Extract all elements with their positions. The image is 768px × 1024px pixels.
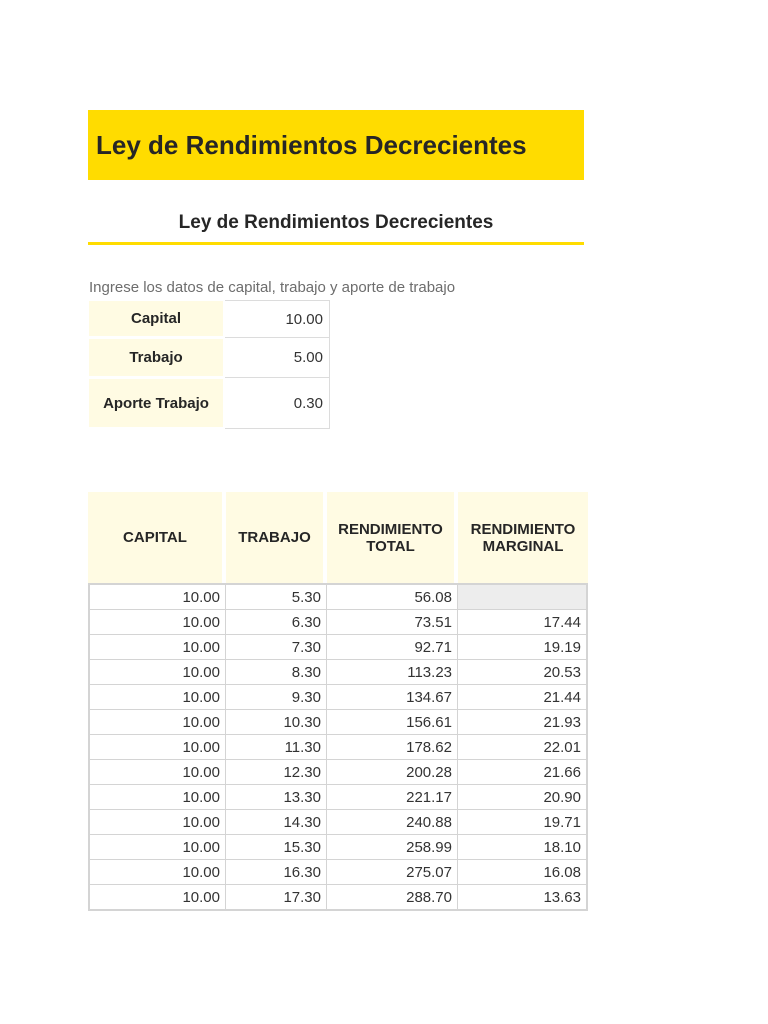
- cell-rendimiento-total[interactable]: 200.28: [327, 760, 458, 785]
- input-parameters-table: [89, 300, 330, 430]
- title-banner: [88, 110, 584, 180]
- cell-rendimiento-marginal[interactable]: 21.44: [458, 685, 588, 710]
- cell-capital[interactable]: 10.00: [88, 810, 226, 835]
- cell-capital[interactable]: 10.00: [88, 735, 226, 760]
- results-table: [88, 492, 588, 911]
- cell-rendimiento-marginal[interactable]: 20.53: [458, 660, 588, 685]
- cell-rendimiento-marginal[interactable]: 18.10: [458, 835, 588, 860]
- cell-rendimiento-marginal[interactable]: 16.08: [458, 860, 588, 885]
- cell-trabajo[interactable]: 9.30: [226, 685, 327, 710]
- cell-trabajo[interactable]: 5.30: [226, 583, 327, 610]
- cell-capital[interactable]: 10.00: [88, 785, 226, 810]
- header-rendimiento-marginal-line2: MARGINAL: [482, 537, 564, 555]
- table-row: [88, 583, 588, 610]
- input-row-trabajo: [89, 338, 330, 378]
- cell-capital[interactable]: 10.00: [88, 860, 226, 885]
- trabajo-input[interactable]: 5.00: [224, 338, 330, 378]
- table-row: [88, 785, 588, 810]
- cell-capital[interactable]: 10.00: [88, 760, 226, 785]
- cell-rendimiento-marginal[interactable]: 13.63: [458, 885, 588, 911]
- cell-rendimiento-total[interactable]: 221.17: [327, 785, 458, 810]
- cell-rendimiento-total[interactable]: 178.62: [327, 735, 458, 760]
- table-row: [88, 860, 588, 885]
- capital-input[interactable]: 10.00: [224, 301, 330, 338]
- table-row: [88, 885, 588, 911]
- cell-rendimiento-total[interactable]: 275.07: [327, 860, 458, 885]
- aporte-trabajo-label: Aporte Trabajo: [89, 378, 224, 429]
- header-trabajo: TRABAJO: [226, 492, 327, 583]
- header-rendimiento-total: [327, 492, 458, 583]
- cell-capital[interactable]: 10.00: [88, 685, 226, 710]
- cell-rendimiento-marginal[interactable]: 21.66: [458, 760, 588, 785]
- input-row-aporte-trabajo: [89, 378, 330, 429]
- results-header-row: [88, 492, 588, 583]
- section-title-underline: [88, 242, 584, 245]
- section-title: Ley de Rendimientos Decrecientes: [178, 212, 494, 233]
- cell-rendimiento-total[interactable]: 113.23: [327, 660, 458, 685]
- cell-trabajo[interactable]: 12.30: [226, 760, 327, 785]
- cell-trabajo[interactable]: 8.30: [226, 660, 327, 685]
- cell-trabajo[interactable]: 15.30: [226, 835, 327, 860]
- cell-trabajo[interactable]: 10.30: [226, 710, 327, 735]
- cell-rendimiento-total[interactable]: 258.99: [327, 835, 458, 860]
- results-body: [88, 583, 588, 911]
- table-row: [88, 660, 588, 685]
- cell-trabajo[interactable]: 13.30: [226, 785, 327, 810]
- cell-trabajo[interactable]: 16.30: [226, 860, 327, 885]
- table-row: [88, 685, 588, 710]
- cell-rendimiento-marginal[interactable]: 20.90: [458, 785, 588, 810]
- table-row: [88, 635, 588, 660]
- cell-rendimiento-marginal[interactable]: 17.44: [458, 610, 588, 635]
- cell-capital[interactable]: 10.00: [88, 635, 226, 660]
- cell-rendimiento-marginal[interactable]: 22.01: [458, 735, 588, 760]
- cell-trabajo[interactable]: 6.30: [226, 610, 327, 635]
- cell-trabajo[interactable]: 11.30: [226, 735, 327, 760]
- instructions-text: Ingrese los datos de capital, trabajo y aporte de trabajo: [89, 279, 456, 296]
- cell-rendimiento-marginal[interactable]: 19.19: [458, 635, 588, 660]
- cell-trabajo[interactable]: 14.30: [226, 810, 327, 835]
- cell-capital[interactable]: 10.00: [88, 835, 226, 860]
- header-rendimiento-marginal: [458, 492, 588, 583]
- cell-capital[interactable]: 10.00: [88, 710, 226, 735]
- cell-rendimiento-marginal[interactable]: 21.93: [458, 710, 588, 735]
- cell-capital[interactable]: 10.00: [88, 885, 226, 911]
- cell-trabajo[interactable]: 7.30: [226, 635, 327, 660]
- header-rendimiento-total-line1: RENDIMIENTO: [338, 520, 443, 538]
- capital-label: Capital: [89, 301, 224, 338]
- cell-rendimiento-total[interactable]: 288.70: [327, 885, 458, 911]
- cell-rendimiento-total[interactable]: 156.61: [327, 710, 458, 735]
- cell-rendimiento-total[interactable]: 240.88: [327, 810, 458, 835]
- cell-rendimiento-total[interactable]: 56.08: [327, 583, 458, 610]
- cell-capital[interactable]: 10.00: [88, 583, 226, 610]
- cell-capital[interactable]: 10.00: [88, 660, 226, 685]
- trabajo-label: Trabajo: [89, 338, 224, 378]
- table-row: [88, 810, 588, 835]
- header-rendimiento-total-line2: TOTAL: [366, 537, 415, 555]
- header-rendimiento-marginal-line1: RENDIMIENTO: [470, 520, 576, 538]
- table-row: [88, 610, 588, 635]
- input-row-capital: [89, 301, 330, 338]
- table-row: [88, 735, 588, 760]
- cell-rendimiento-marginal[interactable]: [458, 583, 588, 610]
- page-title: Ley de Rendimientos Decrecientes: [96, 129, 527, 160]
- table-row: [88, 710, 588, 735]
- table-row: [88, 835, 588, 860]
- cell-rendimiento-total[interactable]: 92.71: [327, 635, 458, 660]
- cell-rendimiento-total[interactable]: 134.67: [327, 685, 458, 710]
- cell-capital[interactable]: 10.00: [88, 610, 226, 635]
- aporte-trabajo-input[interactable]: 0.30: [224, 378, 330, 429]
- cell-rendimiento-total[interactable]: 73.51: [327, 610, 458, 635]
- cell-rendimiento-marginal[interactable]: 19.71: [458, 810, 588, 835]
- header-capital: CAPITAL: [88, 492, 226, 583]
- cell-trabajo[interactable]: 17.30: [226, 885, 327, 911]
- table-row: [88, 760, 588, 785]
